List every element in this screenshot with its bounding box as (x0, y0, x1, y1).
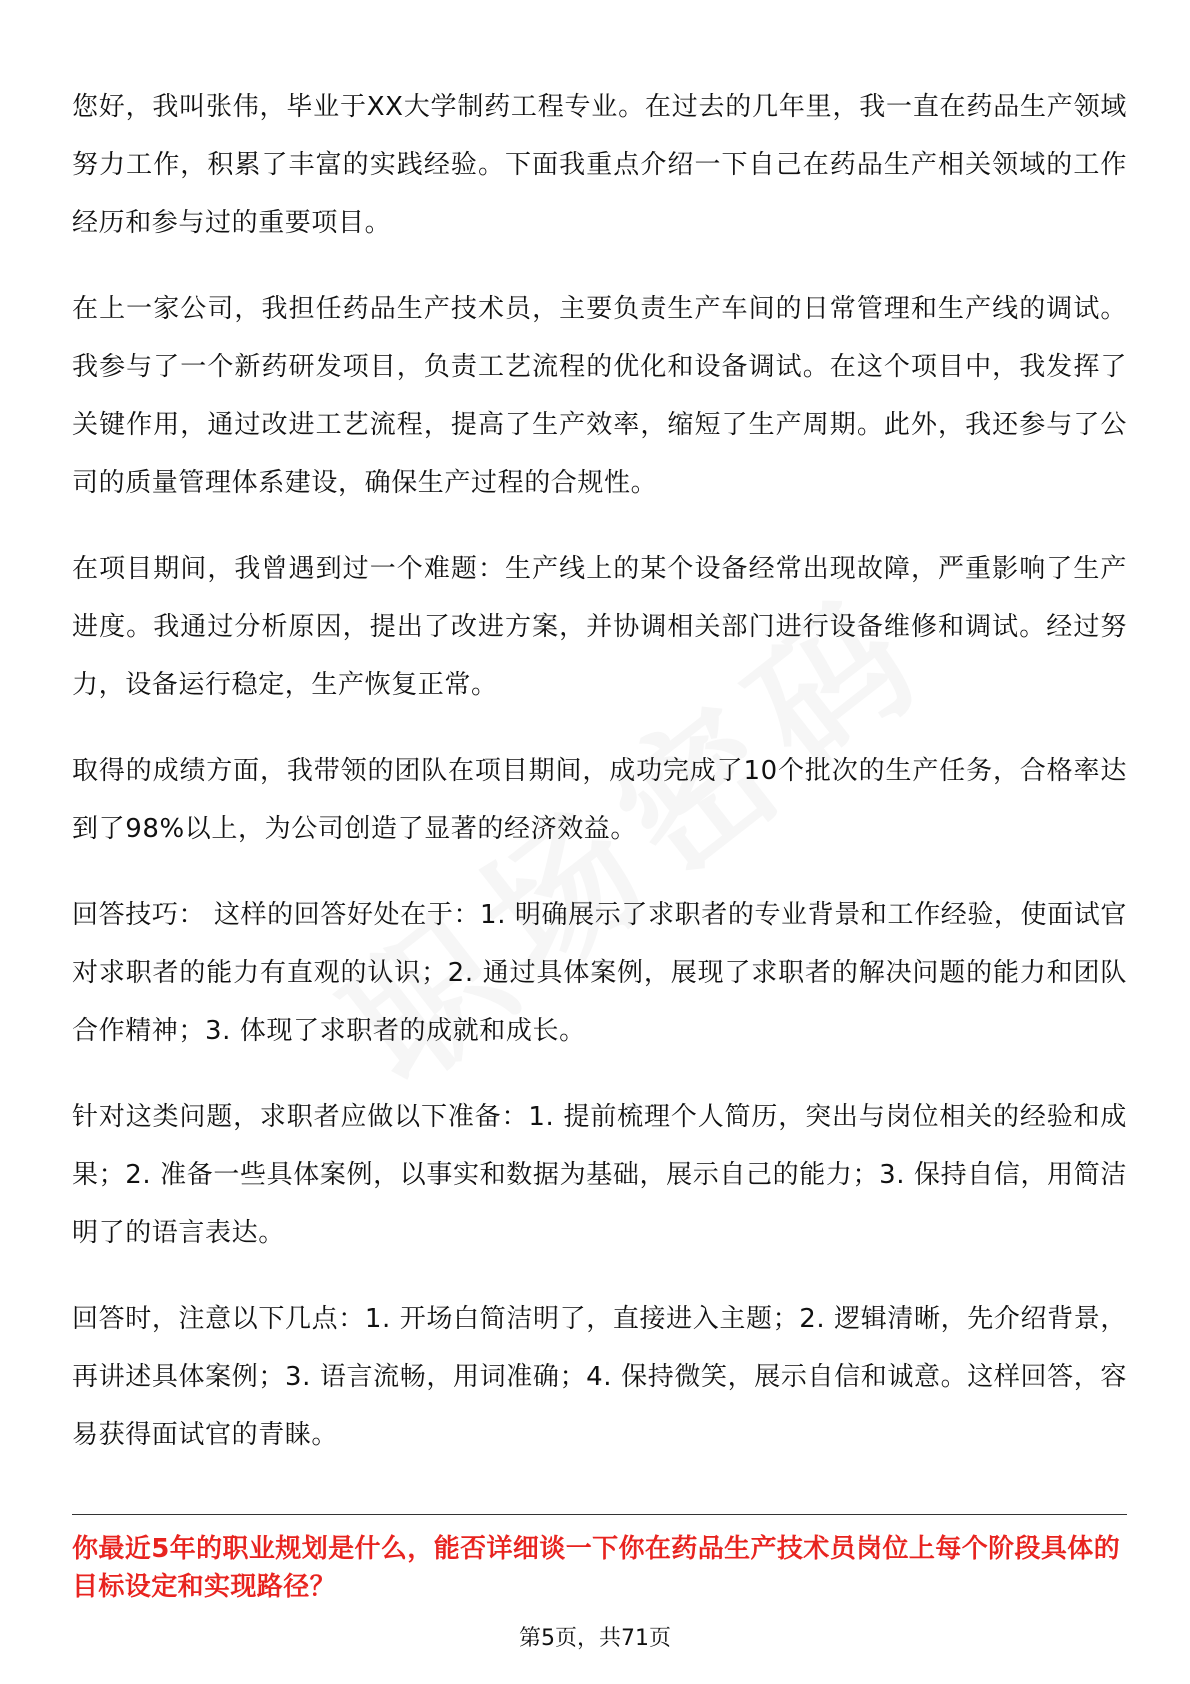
page-number: 第5页，共71页 (519, 1626, 671, 1651)
paragraph-tips: 回答技巧： 这样的回答好处在于：1. 明确展示了求职者的专业背景和工作经验，使面试官对求职者的能力有直观的认识；2. 通过具体案例，展现了求职者的解决问题的能力和团队合作精神；3. 体现了求职者的成就和成长。 (72, 900, 1127, 1046)
paragraph-challenge: 在项目期间，我曾遇到过一个难题：生产线上的某个设备经常出现故障，严重影响了生产进度。我通过分析原因，提出了改进方案，并协调相关部门进行设备维修和调试。经过努力，设备运行稳定，生产恢复正常。 (72, 554, 1127, 700)
paragraph-notes: 回答时，注意以下几点：1. 开场白简洁明了，直接进入主题；2. 逻辑清晰，先介绍背景，再讲述具体案例；3. 语言流畅，用词准确；4. 保持微笑，展示自信和诚意。这样回答，容易获得面试官的青睐。 (72, 1304, 1127, 1450)
next-question: 你最近5年的职业规划是什么，能否详细谈一下你在药品生产技术员岗位上每个阶段具体的目标设定和实现路径？ (72, 1534, 1121, 1602)
paragraph-achievement: 取得的成绩方面，我带领的团队在项目期间，成功完成了10个批次的生产任务，合格率达到了98%以上，为公司创造了显著的经济效益。 (72, 756, 1127, 844)
answer-body (72, 78, 1127, 1492)
paragraph-experience: 在上一家公司，我担任药品生产技术员，主要负责生产车间的日常管理和生产线的调试。我参与了一个新药研发项目，负责工艺流程的优化和设备调试。在这个项目中，我发挥了关键作用，通过改进工艺流程，提高了生产效率，缩短了生产周期。此外，我还参与了公司的质量管理体系建设，确保生产过程的合规性。 (72, 294, 1127, 498)
section-divider (72, 1514, 1127, 1515)
paragraph-intro: 您好，我叫张伟，毕业于XX大学制药工程专业。在过去的几年里，我一直在药品生产领域努力工作，积累了丰富的实践经验。下面我重点介绍一下自己在药品生产相关领域的工作经历和参与过的重要项目。 (72, 92, 1127, 238)
paragraph-preparation: 针对这类问题，求职者应做以下准备：1. 提前梳理个人简历，突出与岗位相关的经验和成果；2. 准备一些具体案例，以事实和数据为基础，展示自己的能力；3. 保持自信，用简洁明了的语言表达。 (72, 1102, 1127, 1248)
